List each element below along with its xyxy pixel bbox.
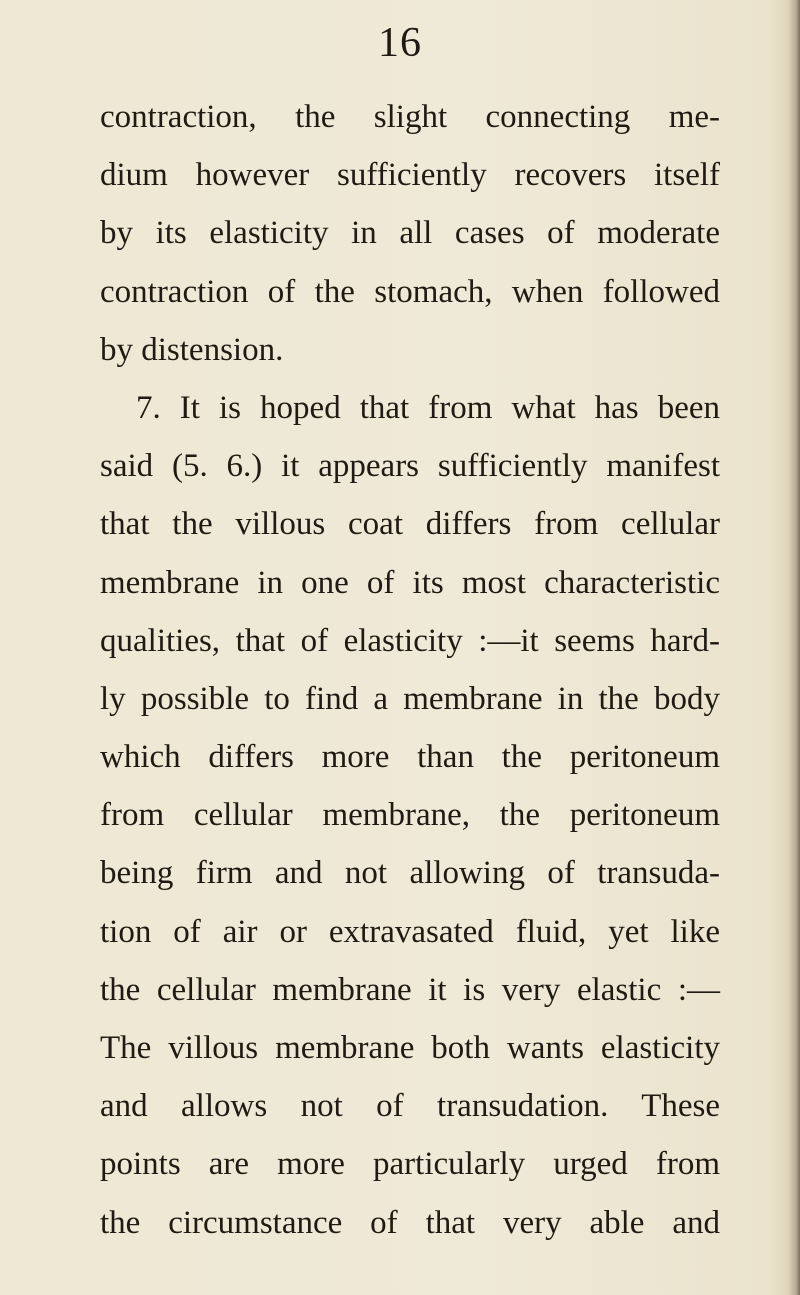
body-text [100,88,720,1252]
page-edge-shadow [788,0,800,1295]
text-line: points are more particularly urged from [100,1146,720,1183]
page-number: 16 [378,20,422,66]
text-line: said (5. 6.) it appears sufficiently manifest [100,448,720,485]
text-line: by distension. [100,331,284,368]
text-line: the circumstance of that very able and [100,1204,720,1241]
text-line: tion of air or extravasated fluid, yet like [100,913,720,950]
text-line: dium however sufficiently recovers itself [100,157,720,194]
text-line: by its elasticity in all cases of moderate [100,215,720,252]
text-line: ly possible to find a membrane in the body [100,680,720,717]
text-line: the cellular membrane it is very elastic :— [100,971,720,1008]
text-line: and allows not of transudation. These [100,1088,720,1125]
text-line: contraction of the stomach, when followed [100,273,720,310]
text-line: The villous membrane both wants elasticity [100,1030,720,1066]
text-line: from cellular membrane, the peritoneum [100,797,720,834]
text-line: that the villous coat differs from cellular [100,506,720,543]
text-line: contraction, the slight connecting me- [100,99,720,135]
paragraph-start-line: 7. It is hoped that from what has been [136,389,720,426]
text-line: qualities, that of elasticity :—it seems hard- [100,622,720,659]
text-line: being firm and not allowing of transuda- [100,855,720,892]
text-line: membrane in one of its most characteristic [100,564,720,601]
text-line: which differs more than the peritoneum [100,739,720,776]
